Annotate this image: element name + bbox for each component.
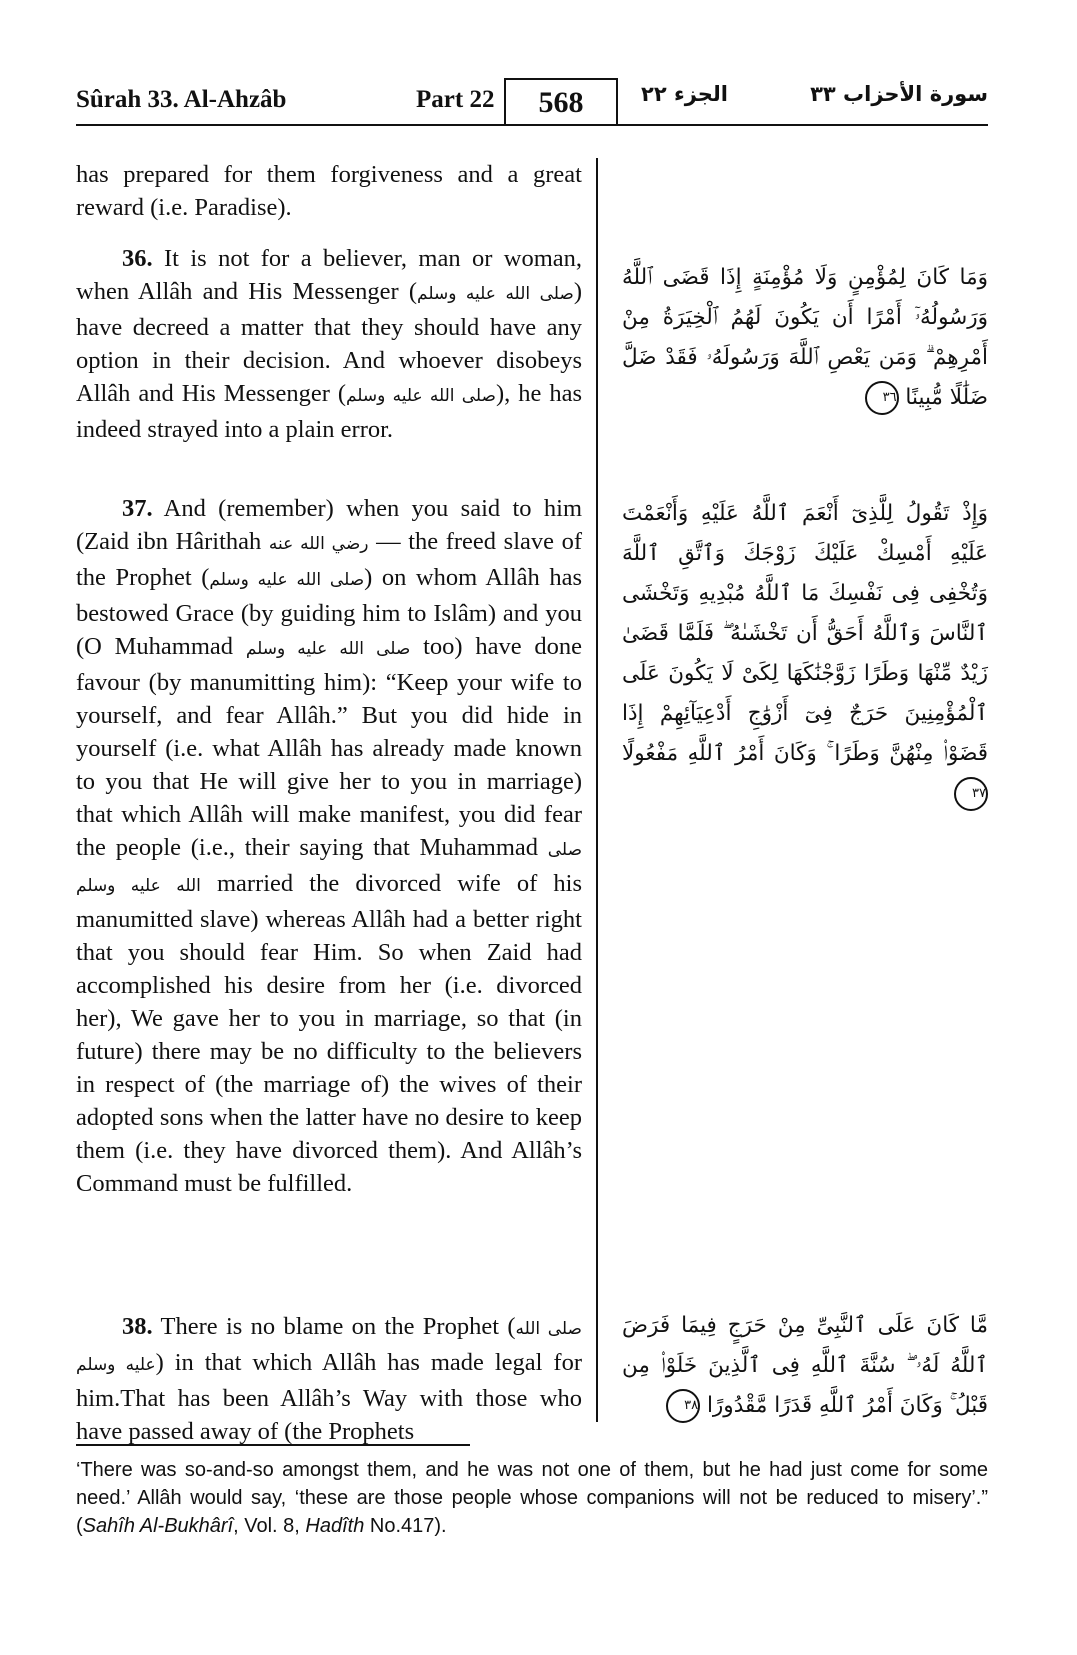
column-divider — [596, 158, 598, 1422]
part-label-english: Part 22 — [416, 86, 495, 113]
ayah-end-marker: ٣٧ — [954, 777, 988, 811]
part-label-arabic: الجزء ٢٢ — [641, 82, 728, 106]
header-rule — [76, 124, 988, 126]
honorific: صلى الله عليه وسلم — [417, 284, 574, 304]
honorific: صلى الله عليه وسلم — [245, 639, 411, 659]
footnote-rule — [76, 1444, 470, 1446]
verse-number: 38. — [122, 1313, 153, 1340]
ayah-end-marker: ٣٦ — [865, 381, 899, 415]
verse-number: 37. — [122, 495, 153, 522]
honorific: صلى الله عليه وسلم — [76, 840, 582, 896]
verse-38-arabic: مَّا كَانَ عَلَى ٱلنَّبِىِّ مِنْ حَرَجٍ فِيمَا فَرَضَ ٱللَّهُ لَهُۥ ۖ سُنَّةَ ٱللَّهِ فِى ٱلَّذِينَ خَلَوْا۟ مِن قَبْلُ ۚ وَكَانَ أَمْرُ ٱللَّهِ قَدَرًا مَّقْدُورًا ٣٨ — [622, 1306, 988, 1426]
verse-36-translation: 36. It is not for a believer, man or woman, when Allâh and His Messenger (صلى الله عليه وسلم) have decreed a matter that they should have any option in their decision. And whoever disobeys Allâh and His Messenger (صلى الله عليه وسلم), he has indeed strayed into a plain error. — [76, 245, 583, 443]
honorific: صلى الله عليه وسلم — [76, 1319, 582, 1375]
page-header — [76, 78, 988, 122]
continuation-paragraph: has prepared for them forgiveness and a great reward (i.e. Paradise). — [76, 161, 582, 221]
verse-37-arabic: وَإِذْ تَقُولُ لِلَّذِىٓ أَنْعَمَ ٱللَّهُ عَلَيْهِ وَأَنْعَمْتَ عَلَيْهِ أَمْسِكْ عَلَيْكَ زَوْجَكَ وَٱتَّقِ ٱللَّهَ وَتُخْفِى فِى نَفْسِكَ مَا ٱللَّهُ مُبْدِيهِ وَتَخْشَى ٱلنَّاسَ وَٱللَّهُ أَحَقُّ أَن تَخْشَىٰهُ ۖ فَلَمَّا قَضَىٰ زَيْدٌ مِّنْهَا وَطَرًا زَوَّجْنَٰكَهَا لِكَىْ لَا يَكُونَ عَلَى ٱلْمُؤْمِنِينَ حَرَجٌ فِىٓ أَزْوَٰجِ أَدْعِيَآئِهِمْ إِذَا قَضَوْا۟ مِنْهُنَّ وَطَرًا ۚ وَكَانَ أَمْرُ ٱللَّهِ مَفْعُولًا ٣٧ — [622, 494, 988, 814]
verse-38-translation: 38. There is no blame on the Prophet (صلى الله عليه وسلم) in that which Allâh has made legal for him.That has been Allâh’s Way with those who have passed away of (the Prophets — [76, 1313, 582, 1445]
verse-36-arabic: وَمَا كَانَ لِمُؤْمِنٍ وَلَا مُؤْمِنَةٍ إِذَا قَضَى ٱللَّهُ وَرَسُولُهُۥٓ أَمْرًا أَن يَكُونَ لَهُمُ ٱلْخِيَرَةُ مِنْ أَمْرِهِمْ ۗ وَمَن يَعْصِ ٱللَّهَ وَرَسُولَهُۥ فَقَدْ ضَلَّ ضَلَٰلًا مُّبِينًا ٣٦ — [622, 258, 988, 418]
surah-title-arabic: سورة الأحزاب ٣٣ — [810, 82, 988, 106]
honorific: صلى الله عليه وسلم — [209, 570, 365, 590]
page-number: 568 — [504, 78, 618, 126]
ayah-end-marker: ٣٨ — [666, 1389, 700, 1423]
source-title: Sahîh Al-Bukhârî — [82, 1515, 234, 1537]
surah-title-english: Sûrah 33. Al-Ahzâb — [76, 86, 287, 113]
verse-37-translation: 37. And (remember) when you said to him (Zaid ibn Hârithah رضي الله عنه — the freed slave of the Prophet (صلى الله عليه وسلم) on whom Allâh has bestowed Grace (by guiding him to Islâm) and you (O Muhammad صلى الله عليه وسلم too) have done favour (by manumitting him): “Keep your wife to yourself, and fear Allâh.” But you did hide in yourself (i.e. what Allâh has already made known to you that He will give her to you in marriage) that which Allâh will make manifest, you did fear the people (i.e., their saying that Muhammad صلى الله عليه وسلم married the divorced wife of his manumitted slave) whereas Allâh had a better right that you should fear Him. So when Zaid had accomplished his desire from her (i.e. divorced her), We gave her to you in marriage, so that (in future) there may be no difficulty to the believers in respect of (the marriage of) the wives of their adopted sons when the latter have no desire to keep them (i.e. they have divorced them). And Allâh’s Command must be fulfilled. — [76, 495, 583, 1197]
honorific: رضي الله عنه — [268, 534, 369, 554]
verse-number: 36. — [122, 245, 153, 272]
honorific: صلى الله عليه وسلم — [345, 386, 496, 406]
footnote: ‘There was so-and-so amongst them, and he was not one of them, but he had just come for some need.’ Allâh would say, ‘these are those people whose companions will not be reduced to misery’.” (Sahîh Al-Bukhârî, Vol. 8, Hadîth No.417). — [76, 1459, 988, 1537]
hadith-label: Hadîth — [305, 1515, 365, 1537]
